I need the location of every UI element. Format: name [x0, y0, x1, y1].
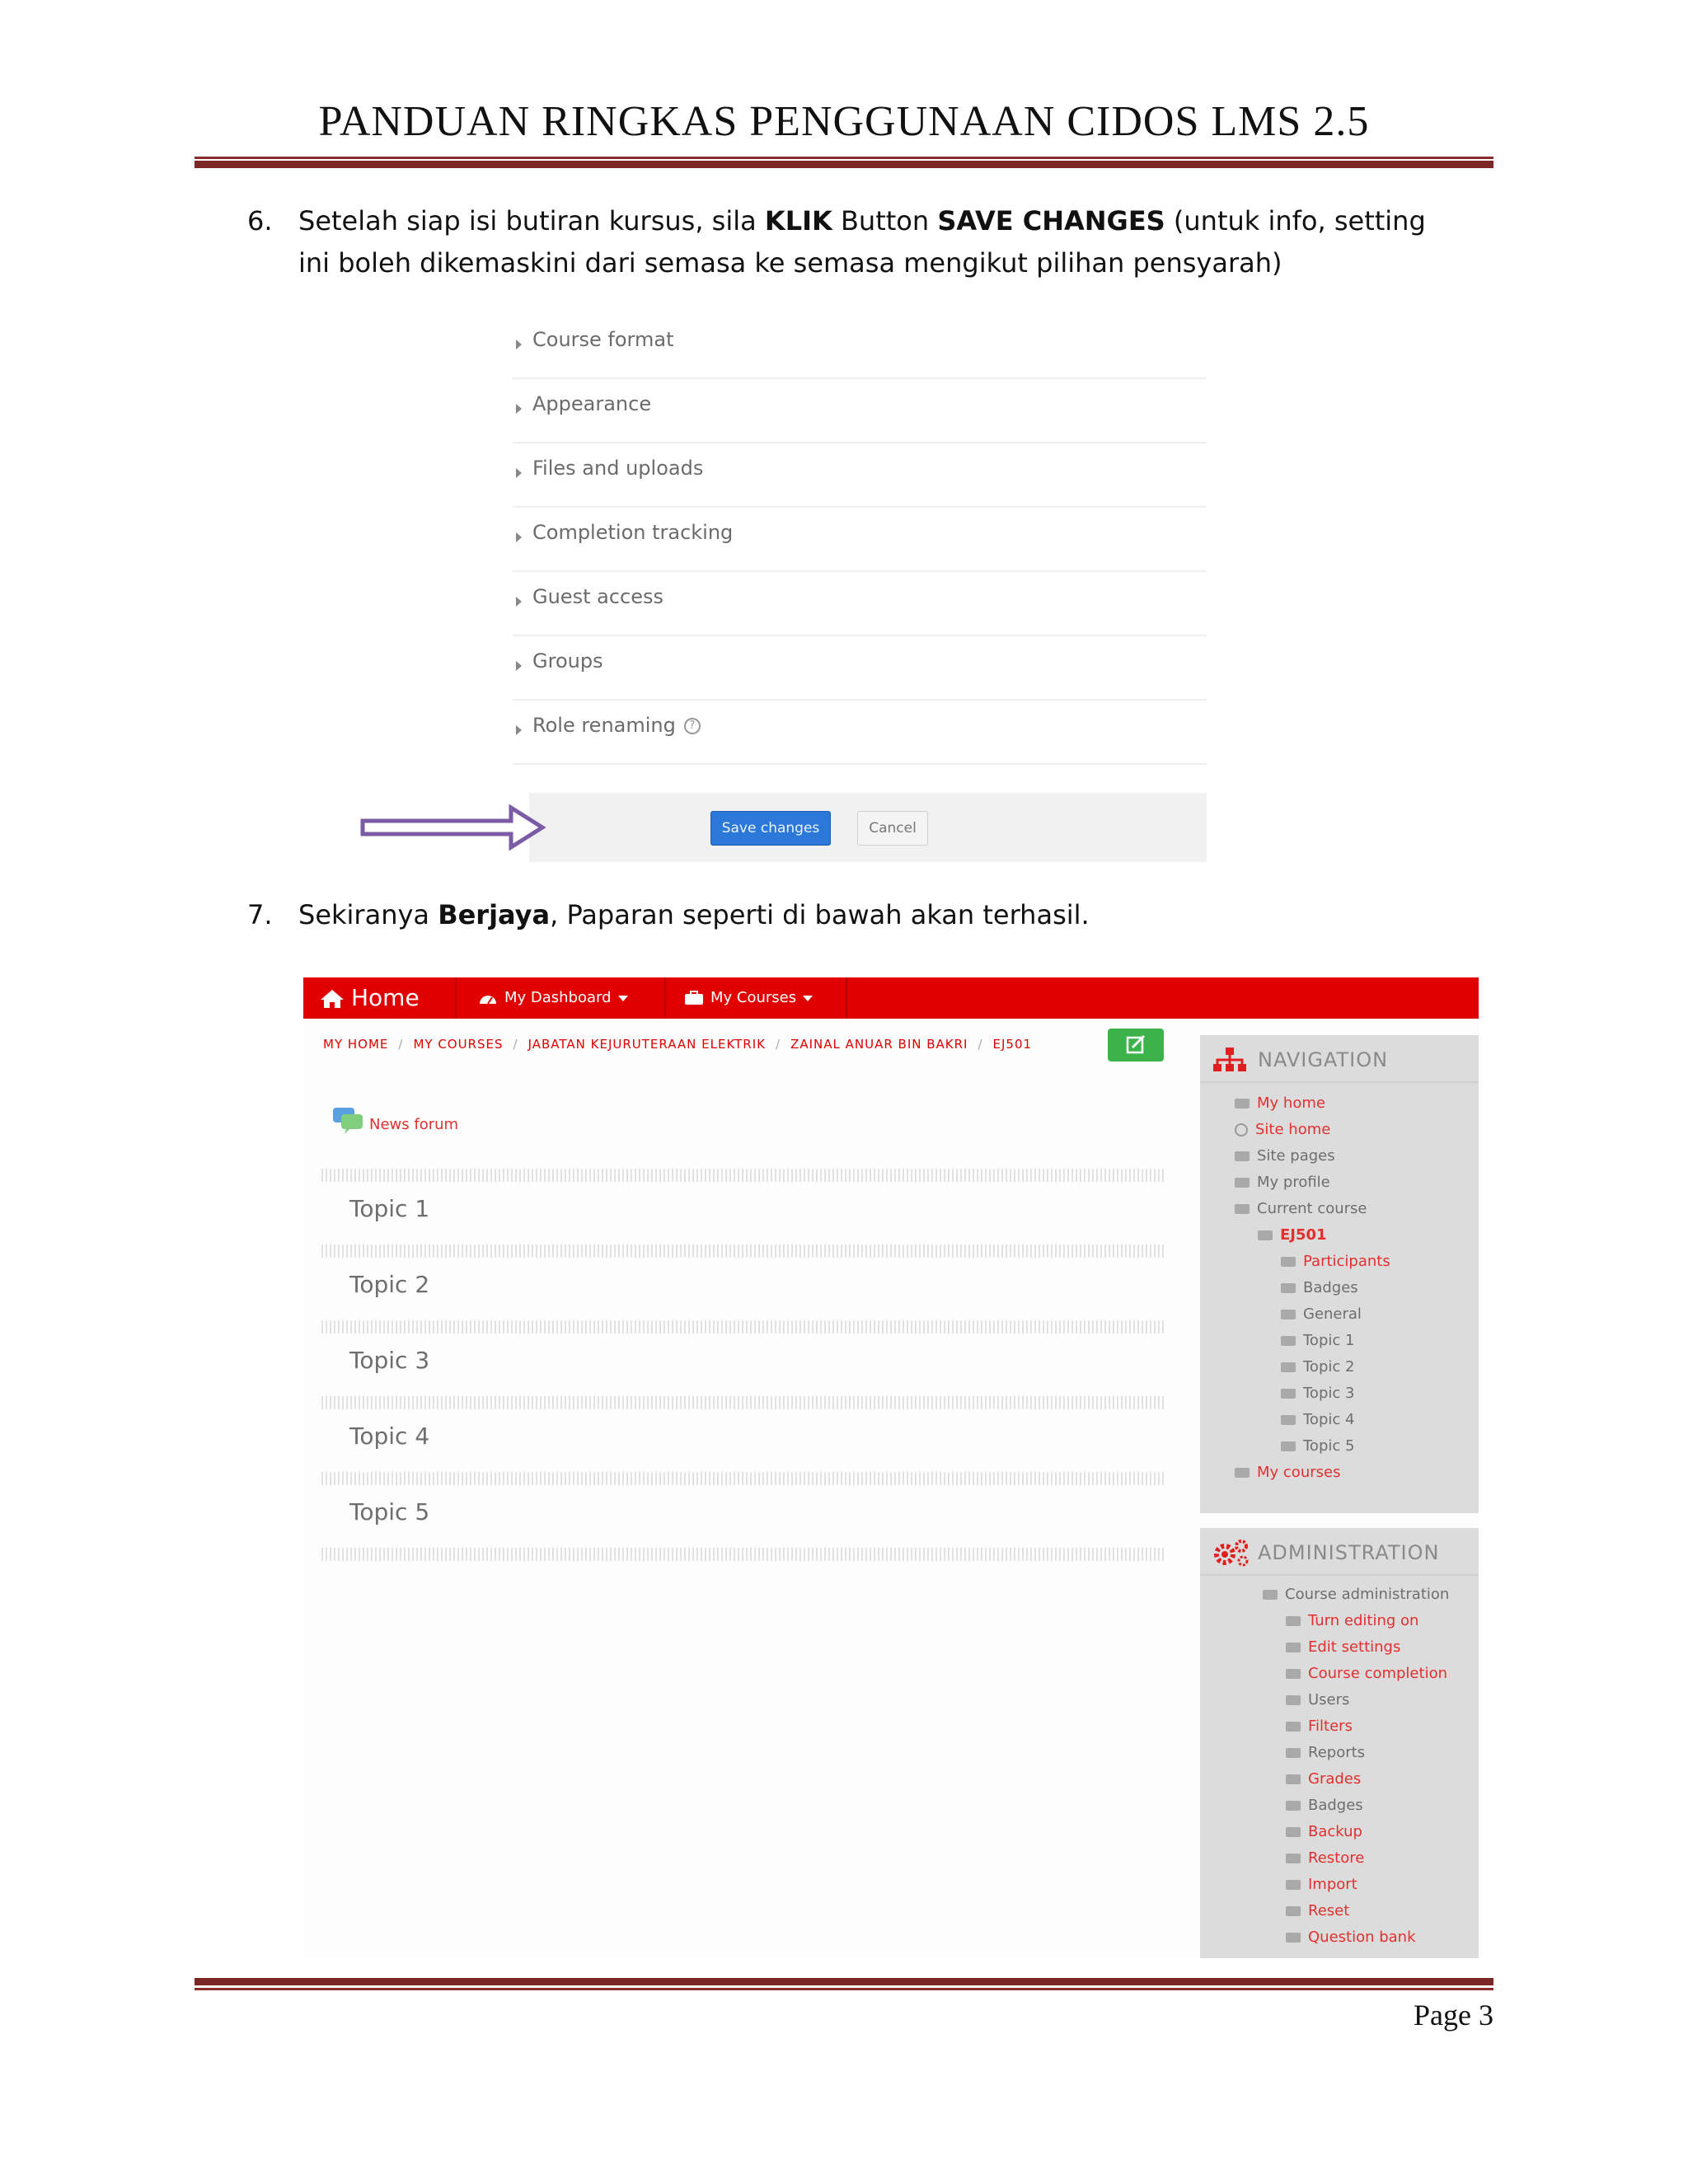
folder-icon	[1281, 1257, 1296, 1267]
nav-topic-4[interactable]	[1281, 1411, 1354, 1429]
tree-label: Reports	[1308, 1744, 1366, 1761]
tree-label: Backup	[1308, 1823, 1362, 1840]
admin-restore[interactable]	[1286, 1849, 1364, 1868]
folder-icon	[1286, 1801, 1301, 1811]
admin-grades[interactable]	[1286, 1770, 1361, 1788]
nav-topic-2[interactable]	[1281, 1358, 1354, 1376]
breadcrumb-separator: /	[398, 1037, 404, 1052]
section-label-text: Role renaming	[532, 714, 676, 737]
expand-triangle-icon	[516, 340, 522, 349]
section-label	[532, 714, 701, 737]
navigation-block	[1200, 1035, 1479, 1513]
step-text-bold: Berjaya	[438, 899, 551, 930]
nav-courses-label: My Courses	[710, 989, 797, 1006]
admin-import[interactable]	[1286, 1876, 1357, 1894]
sitemap-icon	[1212, 1047, 1248, 1073]
breadcrumb-separator: /	[513, 1037, 518, 1052]
nav-my-home[interactable]	[1235, 1094, 1325, 1113]
section-guest-access[interactable]	[513, 572, 1207, 636]
question-circle-icon[interactable]: ?	[684, 718, 701, 734]
step-text-part: (untuk info, setting ini boleh dikemaskini dari semasa ke semasa mengikut pilihan pensyarah)	[298, 205, 1426, 279]
topic-heading: Topic 2	[349, 1271, 430, 1298]
folder-icon	[1235, 1204, 1250, 1214]
nav-my-profile[interactable]	[1235, 1174, 1330, 1192]
nav-separator	[455, 977, 457, 1019]
tree-label: Topic 1	[1303, 1332, 1355, 1349]
folder-icon	[1281, 1441, 1296, 1451]
section-divider	[321, 1472, 1165, 1485]
folder-icon	[1286, 1748, 1301, 1758]
section-label: Guest access	[532, 585, 663, 608]
administration-title: ADMINISTRATION	[1258, 1541, 1440, 1564]
header-rule-thick	[195, 161, 1493, 168]
footer-rule-thin	[195, 1988, 1493, 1990]
folder-icon	[1286, 1695, 1301, 1705]
restore-icon	[1286, 1854, 1301, 1863]
administration-block	[1200, 1528, 1479, 1958]
nav-dashboard-label: My Dashboard	[504, 989, 612, 1006]
document-title: PANDUAN RINGKAS PENGGUNAAN CIDOS LMS 2.5	[318, 98, 1370, 145]
folder-icon	[1281, 1283, 1296, 1293]
news-forum-link[interactable]	[369, 1116, 458, 1133]
tree-label: Site pages	[1257, 1147, 1335, 1165]
section-divider	[321, 1548, 1165, 1561]
folder-icon	[1235, 1178, 1250, 1188]
breadcrumb-link[interactable]: JABATAN KEJURUTERAAN ELEKTRIK	[528, 1037, 766, 1052]
dashboard-icon	[478, 991, 498, 1005]
tree-label: Badges	[1308, 1797, 1363, 1814]
backup-icon	[1286, 1827, 1301, 1837]
folder-icon	[1281, 1310, 1296, 1319]
pointer-arrow-icon	[359, 801, 549, 854]
nav-course-ej501[interactable]	[1258, 1226, 1327, 1244]
section-divider	[321, 1320, 1165, 1333]
admin-reset[interactable]	[1286, 1902, 1349, 1920]
section-label: Groups	[532, 649, 603, 673]
tree-label: Site home	[1255, 1121, 1331, 1138]
step-text	[298, 200, 1451, 284]
cancel-button[interactable]: Cancel	[857, 811, 928, 846]
folder-icon	[1235, 1151, 1250, 1161]
section-completion-tracking[interactable]	[513, 508, 1207, 572]
briefcase-icon	[684, 991, 704, 1005]
tree-label: Question bank	[1308, 1929, 1416, 1946]
tree-label: Topic 4	[1303, 1411, 1355, 1428]
step-text-part: Setelah siap isi butiran kursus, sila	[298, 205, 765, 237]
tree-label: Topic 2	[1303, 1358, 1355, 1376]
grades-icon	[1286, 1774, 1301, 1784]
nav-participants[interactable]	[1281, 1253, 1390, 1271]
admin-turn-editing-on[interactable]	[1286, 1612, 1418, 1630]
tree-label: Course administration	[1285, 1586, 1450, 1603]
tree-label: General	[1303, 1305, 1362, 1323]
tree-label: Restore	[1308, 1849, 1365, 1867]
section-label: Completion tracking	[532, 521, 734, 544]
moodle-course-screenshot	[303, 977, 1479, 1958]
admin-edit-settings[interactable]	[1286, 1638, 1400, 1657]
section-role-renaming[interactable]	[513, 701, 1207, 765]
forum-icon	[331, 1106, 364, 1136]
nav-separator	[846, 977, 847, 1019]
step-text	[298, 894, 1451, 936]
nav-general[interactable]	[1281, 1305, 1362, 1324]
step-text-part: Sekiranya	[298, 899, 438, 930]
tree-label: Participants	[1303, 1253, 1390, 1270]
nav-current-course[interactable]	[1235, 1200, 1367, 1218]
folder-icon	[1281, 1336, 1296, 1346]
course-settings-form	[513, 315, 1207, 862]
folder-icon	[1286, 1933, 1301, 1943]
home-icon	[1235, 1099, 1250, 1108]
settings-icon	[1286, 1669, 1301, 1679]
tree-label: Edit settings	[1308, 1638, 1401, 1656]
nav-separator	[664, 977, 666, 1019]
breadcrumb-separator: /	[978, 1037, 983, 1052]
top-navbar	[303, 977, 1479, 1019]
import-icon	[1286, 1880, 1301, 1890]
breadcrumb-separator: /	[775, 1037, 781, 1052]
nav-home[interactable]	[320, 977, 420, 1019]
folder-icon	[1258, 1230, 1273, 1240]
section-label: Files and uploads	[532, 457, 704, 480]
tree-label: Filters	[1308, 1718, 1353, 1735]
save-changes-button[interactable]: Save changes	[710, 811, 831, 846]
folder-icon	[1281, 1362, 1296, 1372]
topic-heading: Topic 3	[349, 1347, 430, 1374]
tree-label: My courses	[1257, 1464, 1341, 1481]
section-divider	[321, 1169, 1165, 1182]
folder-icon	[1281, 1389, 1296, 1399]
admin-course-completion[interactable]	[1286, 1665, 1447, 1683]
nav-home-label: Home	[351, 984, 420, 1011]
nav-topic-5[interactable]	[1281, 1437, 1354, 1455]
tree-label: Turn editing on	[1308, 1612, 1419, 1629]
folder-open-icon	[1263, 1590, 1278, 1600]
edit-icon	[1108, 1029, 1164, 1062]
breadcrumb-link[interactable]: EJ501	[992, 1037, 1033, 1052]
filter-icon	[1286, 1722, 1301, 1732]
step-number: 7.	[247, 899, 273, 930]
section-label: Appearance	[532, 392, 652, 415]
news-forum-label: News forum	[369, 1116, 459, 1133]
tree-label: EJ501	[1280, 1226, 1327, 1244]
section-course-format[interactable]	[513, 315, 1207, 379]
admin-backup[interactable]	[1286, 1823, 1362, 1841]
breadcrumb-link[interactable]: MY HOME	[323, 1037, 389, 1052]
section-appearance[interactable]	[513, 379, 1207, 443]
admin-badges[interactable]	[1286, 1797, 1363, 1815]
step-text-part: Button	[832, 205, 938, 237]
breadcrumb-link[interactable]: ZAINAL ANUAR BIN BAKRI	[790, 1037, 968, 1052]
navigation-title: NAVIGATION	[1258, 1048, 1389, 1071]
expand-triangle-icon	[516, 597, 522, 607]
header-rule-thin	[195, 157, 1493, 159]
folder-icon	[1281, 1415, 1296, 1425]
administration-block-header	[1200, 1528, 1479, 1576]
tree-label: Grades	[1308, 1770, 1362, 1788]
reset-icon	[1286, 1906, 1301, 1916]
topic-heading: Topic 5	[349, 1498, 430, 1526]
topic-heading: Topic 4	[349, 1422, 430, 1450]
nav-topic-1[interactable]	[1281, 1332, 1354, 1350]
settings-icon	[1286, 1643, 1301, 1652]
tree-label: My home	[1257, 1094, 1325, 1112]
section-groups[interactable]	[513, 636, 1207, 701]
tree-label: Course completion	[1308, 1665, 1447, 1682]
chevron-down-icon	[803, 996, 813, 1001]
step-text-bold: SAVE CHANGES	[937, 205, 1165, 237]
admin-reports[interactable]	[1286, 1744, 1365, 1762]
section-divider	[321, 1244, 1165, 1258]
admin-filters[interactable]	[1286, 1718, 1353, 1736]
tree-label: Import	[1308, 1876, 1357, 1893]
step-text-part: , Paparan seperti di bawah akan terhasil.	[550, 899, 1090, 930]
tree-label: My profile	[1257, 1174, 1330, 1191]
expand-triangle-icon	[516, 468, 522, 478]
home-icon	[320, 989, 345, 1009]
turn-editing-on-button[interactable]	[1108, 1029, 1164, 1062]
admin-question-bank[interactable]	[1286, 1929, 1416, 1947]
pencil-icon	[1286, 1616, 1301, 1626]
circle-icon	[1235, 1123, 1248, 1137]
admin-course-administration[interactable]	[1263, 1586, 1449, 1604]
expand-triangle-icon	[516, 661, 522, 671]
expand-triangle-icon	[516, 725, 522, 735]
nav-my-courses-link[interactable]	[1235, 1464, 1340, 1482]
tree-label: Topic 3	[1303, 1385, 1355, 1402]
expand-triangle-icon	[516, 532, 522, 542]
breadcrumb-link[interactable]: MY COURSES	[413, 1037, 504, 1052]
tree-label: Users	[1308, 1691, 1350, 1708]
expand-triangle-icon	[516, 404, 522, 414]
section-divider	[321, 1396, 1165, 1409]
tree-label: Reset	[1308, 1902, 1350, 1919]
gears-icon	[1212, 1538, 1251, 1568]
breadcrumb	[323, 1037, 1032, 1052]
topic-heading: Topic 1	[349, 1195, 430, 1222]
section-label: Course format	[532, 328, 674, 351]
admin-users[interactable]	[1286, 1691, 1349, 1709]
nav-badges[interactable]	[1281, 1279, 1358, 1297]
tree-label: Current course	[1257, 1200, 1367, 1217]
tree-label: Topic 5	[1303, 1437, 1355, 1455]
nav-topic-3[interactable]	[1281, 1385, 1354, 1403]
navigation-block-header	[1200, 1035, 1479, 1083]
step-text-bold: KLIK	[764, 205, 832, 237]
chevron-down-icon	[618, 996, 628, 1001]
page-number: Page 3	[1414, 1999, 1493, 2032]
folder-icon	[1235, 1468, 1250, 1478]
nav-site-pages[interactable]	[1235, 1147, 1335, 1165]
footer-rule-thick	[195, 1978, 1493, 1985]
nav-site-home[interactable]	[1235, 1121, 1330, 1139]
step-number: 6.	[247, 205, 273, 237]
nav-my-courses[interactable]	[684, 977, 813, 1019]
tree-label: Badges	[1303, 1279, 1358, 1296]
nav-my-dashboard[interactable]	[478, 977, 628, 1019]
section-files-uploads[interactable]	[513, 443, 1207, 508]
